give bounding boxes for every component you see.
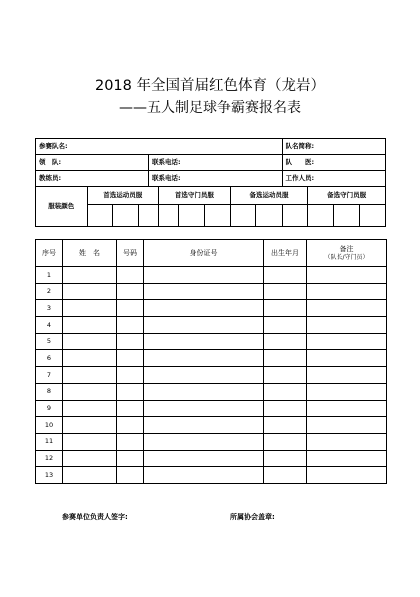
id-cell[interactable] xyxy=(144,467,264,484)
kit-cell[interactable] xyxy=(282,205,308,227)
birth-cell[interactable] xyxy=(264,267,307,284)
birth-cell[interactable] xyxy=(264,350,307,367)
row-number: 4 xyxy=(36,317,63,334)
shirt-cell[interactable] xyxy=(117,383,144,400)
note-cell[interactable] xyxy=(307,350,387,367)
note-cell[interactable] xyxy=(307,467,387,484)
name-cell[interactable] xyxy=(63,450,117,467)
birth-cell[interactable] xyxy=(264,433,307,450)
table-row xyxy=(36,450,387,467)
birth-cell[interactable] xyxy=(264,467,307,484)
shirt-cell[interactable] xyxy=(117,350,144,367)
birth-cell[interactable] xyxy=(264,367,307,384)
note-cell[interactable] xyxy=(307,283,387,300)
coach-phone-field[interactable]: 联系电话: xyxy=(149,171,282,187)
kit-header-first-player: 首选运动员服 xyxy=(87,187,159,205)
name-cell[interactable] xyxy=(63,333,117,350)
table-row xyxy=(36,467,387,484)
row-number: 12 xyxy=(36,450,63,467)
kit-cell[interactable] xyxy=(308,205,334,227)
staff-field[interactable]: 工作人员: xyxy=(282,171,386,187)
name-cell[interactable] xyxy=(63,317,117,334)
name-cell[interactable] xyxy=(63,283,117,300)
id-cell[interactable] xyxy=(144,317,264,334)
header-note-sub: （队长/守门员） xyxy=(324,253,369,261)
id-cell[interactable] xyxy=(144,417,264,434)
kit-header-alt-keeper: 备选守门员服 xyxy=(308,187,386,205)
birth-cell[interactable] xyxy=(264,300,307,317)
table-row xyxy=(36,317,387,334)
name-cell[interactable] xyxy=(63,367,117,384)
kit-cell[interactable] xyxy=(256,205,282,227)
doctor-field[interactable]: 队 医: xyxy=(282,155,386,171)
shirt-cell[interactable] xyxy=(117,400,144,417)
name-cell[interactable] xyxy=(63,300,117,317)
shirt-cell[interactable] xyxy=(117,450,144,467)
note-cell[interactable] xyxy=(307,317,387,334)
id-cell[interactable] xyxy=(144,383,264,400)
shirt-cell[interactable] xyxy=(117,417,144,434)
kit-cell[interactable] xyxy=(159,205,179,227)
birth-cell[interactable] xyxy=(264,417,307,434)
form-subtitle: ——五人制足球争霸赛报名表 xyxy=(119,100,301,116)
name-cell[interactable] xyxy=(63,267,117,284)
table-row xyxy=(36,300,387,317)
header-note-title: 备注 xyxy=(339,244,354,253)
shirt-cell[interactable] xyxy=(117,267,144,284)
header-name: 姓 名 xyxy=(63,240,117,267)
form-title: 2018 年全国首届红色体育（龙岩） xyxy=(94,78,325,94)
row-number: 8 xyxy=(36,383,63,400)
row-number: 6 xyxy=(36,350,63,367)
name-cell[interactable] xyxy=(63,467,117,484)
table-row xyxy=(36,400,387,417)
row-number: 13 xyxy=(36,467,63,484)
kit-header-alt-player: 备选运动员服 xyxy=(230,187,308,205)
row-number: 11 xyxy=(36,433,63,450)
coach-field[interactable]: 教练员: xyxy=(36,171,149,187)
association-seal-label: 所属协会盖章: xyxy=(230,513,275,521)
leader-phone-field[interactable]: 联系电话: xyxy=(149,155,282,171)
kit-header-first-keeper: 首选守门员服 xyxy=(159,187,231,205)
table-row xyxy=(36,367,387,384)
row-number: 10 xyxy=(36,417,63,434)
table-row xyxy=(36,383,387,400)
shirt-cell[interactable] xyxy=(117,317,144,334)
shirt-cell[interactable] xyxy=(117,367,144,384)
id-cell[interactable] xyxy=(144,267,264,284)
table-row xyxy=(36,350,387,367)
birth-cell[interactable] xyxy=(264,383,307,400)
shirt-cell[interactable] xyxy=(117,467,144,484)
kit-cell[interactable] xyxy=(179,205,205,227)
id-cell[interactable] xyxy=(144,450,264,467)
row-number: 3 xyxy=(36,300,63,317)
row-number: 2 xyxy=(36,283,63,300)
note-cell[interactable] xyxy=(307,333,387,350)
header-id: 身份证号 xyxy=(144,240,264,267)
birth-cell[interactable] xyxy=(264,317,307,334)
id-cell[interactable] xyxy=(144,367,264,384)
kit-cell[interactable] xyxy=(139,205,159,227)
table-row xyxy=(36,283,387,300)
team-info-table xyxy=(35,138,386,227)
note-cell[interactable] xyxy=(307,367,387,384)
kit-cell[interactable] xyxy=(359,205,385,227)
shirt-cell[interactable] xyxy=(117,300,144,317)
row-number: 7 xyxy=(36,367,63,384)
name-cell[interactable] xyxy=(63,417,117,434)
kit-cell[interactable] xyxy=(334,205,360,227)
header-no: 序号 xyxy=(36,240,63,267)
id-cell[interactable] xyxy=(144,300,264,317)
table-row xyxy=(36,267,387,284)
row-number: 5 xyxy=(36,333,63,350)
kit-cell[interactable] xyxy=(87,205,113,227)
leader-field[interactable]: 领 队: xyxy=(36,155,149,171)
kit-cell[interactable] xyxy=(113,205,139,227)
note-cell[interactable] xyxy=(307,267,387,284)
note-cell[interactable] xyxy=(307,383,387,400)
table-row xyxy=(36,333,387,350)
birth-cell[interactable] xyxy=(264,450,307,467)
row-number: 9 xyxy=(36,400,63,417)
name-cell[interactable] xyxy=(63,350,117,367)
responsible-signature-label: 参赛单位负责人签字: xyxy=(62,513,128,521)
id-cell[interactable] xyxy=(144,333,264,350)
row-number: 1 xyxy=(36,267,63,284)
team-name-field[interactable]: 参赛队名: xyxy=(36,139,283,155)
birth-cell[interactable] xyxy=(264,283,307,300)
shirt-cell[interactable] xyxy=(117,333,144,350)
kit-cell[interactable] xyxy=(230,205,256,227)
header-birth: 出生年月 xyxy=(264,240,307,267)
birth-cell[interactable] xyxy=(264,333,307,350)
id-cell[interactable] xyxy=(144,433,264,450)
name-cell[interactable] xyxy=(63,433,117,450)
header-shirt: 号码 xyxy=(117,240,144,267)
note-cell[interactable] xyxy=(307,400,387,417)
id-cell[interactable] xyxy=(144,283,264,300)
id-cell[interactable] xyxy=(144,350,264,367)
note-cell[interactable] xyxy=(307,300,387,317)
note-cell[interactable] xyxy=(307,417,387,434)
table-row xyxy=(36,433,387,450)
header-note xyxy=(307,240,387,267)
kit-cell[interactable] xyxy=(204,205,230,227)
player-roster-table xyxy=(35,239,387,484)
birth-cell[interactable] xyxy=(264,400,307,417)
team-abbr-field[interactable]: 队名简称: xyxy=(282,139,386,155)
table-row xyxy=(36,417,387,434)
shirt-cell[interactable] xyxy=(117,283,144,300)
note-cell[interactable] xyxy=(307,433,387,450)
kit-color-label: 服装颜色 xyxy=(36,187,88,227)
note-cell[interactable] xyxy=(307,450,387,467)
name-cell[interactable] xyxy=(63,383,117,400)
shirt-cell[interactable] xyxy=(117,433,144,450)
id-cell[interactable] xyxy=(144,400,264,417)
name-cell[interactable] xyxy=(63,400,117,417)
